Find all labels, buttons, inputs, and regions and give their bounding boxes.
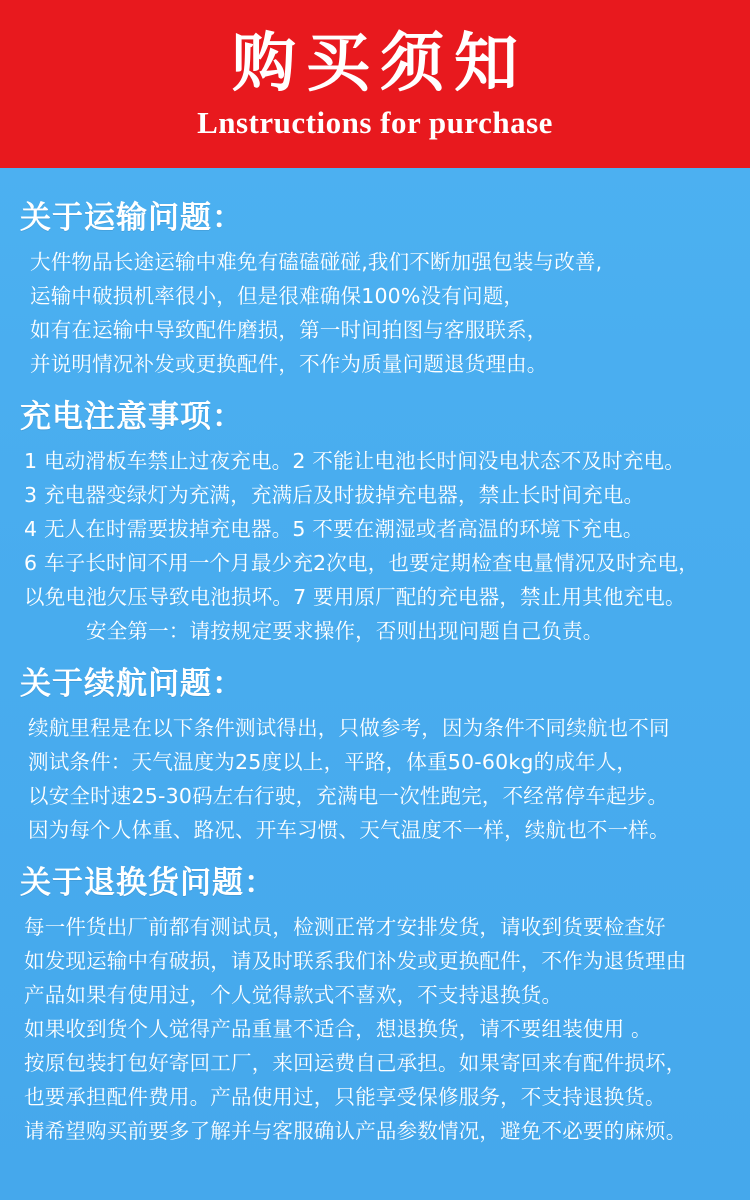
text-line: 大件物品长途运输中难免有磕磕碰碰,我们不断加强包装与改善, [30,250,603,274]
text-line: 1 电动滑板车禁止过夜充电。2 不能让电池长时间没电状态不及时充电。 [24,449,685,473]
text-line: 6 车子长时间不用一个月最少充2次电，也要定期检查电量情况及时充电， [24,551,699,575]
text-line: 并说明情况补发或更换配件，不作为质量问题退货理由。 [30,352,548,376]
page-title: 购买须知 [232,27,528,102]
section-returns [14,857,736,1148]
section-range-body [14,711,736,847]
section-returns-body [14,910,736,1148]
text-line: 请希望购买前要多了解并与客服确认产品参数情况，避免不必要的麻烦。 [24,1119,687,1143]
header-banner [0,0,750,168]
text-line: 每一件货出厂前都有测试员，检测正常才安排发货，请收到货要检查好 [24,915,666,939]
section-transport [14,192,736,381]
text-line: 测试条件：天气温度为25度以上，平路，体重50-60kg的成年人， [28,750,638,774]
page-subtitle: Lnstructions for purchase [197,104,553,140]
section-range [14,658,736,847]
text-line: 按原包装打包好寄回工厂，来回运费自己承担。如果寄回来有配件损坏， [24,1051,687,1075]
text-line: 续航里程是在以下条件测试得出，只做参考，因为条件不同续航也不同 [28,716,670,740]
section-transport-body [14,245,736,381]
text-line: 如有在运输中导致配件磨损，第一时间拍图与客服联系， [30,318,548,342]
content-area [0,168,750,1148]
section-range-title: 关于续航问题： [20,666,244,702]
section-charging-body [14,444,736,648]
text-line: 因为每个人体重、路况、开车习惯、天气温度不一样，续航也不一样。 [28,818,670,842]
text-line: 也要承担配件费用。产品使用过，只能享受保修服务，不支持退换货。 [24,1085,666,1109]
section-returns-title: 关于退换货问题： [20,865,276,901]
text-line: 以免电池欠压导致电池损坏。7 要用原厂配的充电器，禁止用其他充电。 [24,585,686,609]
text-line: 以安全时速25-30码左右行驶，充满电一次性跑完，不经常停车起步。 [28,784,669,808]
text-line: 产品如果有使用过，个人觉得款式不喜欢，不支持退换货。 [24,983,563,1007]
text-line-safety: 安全第一：请按规定要求操作，否则出现问题自己负责。 [86,619,604,643]
section-charging-title: 充电注意事项： [20,399,244,435]
section-transport-title: 关于运输问题： [20,200,244,236]
section-charging [14,391,736,648]
text-line: 4 无人在时需要拔掉充电器。5 不要在潮湿或者高温的环境下充电。 [24,517,644,541]
text-line: 3 充电器变绿灯为充满，充满后及时拔掉充电器，禁止长时间充电。 [24,483,645,507]
text-line: 运输中破损机率很小，但是很难确保100%没有问题， [30,284,525,308]
text-line: 如发现运输中有破损，请及时联系我们补发或更换配件，不作为退货理由 [24,949,687,973]
text-line: 如果收到货个人觉得产品重量不适合，想退换货，请不要组装使用 。 [24,1017,652,1041]
